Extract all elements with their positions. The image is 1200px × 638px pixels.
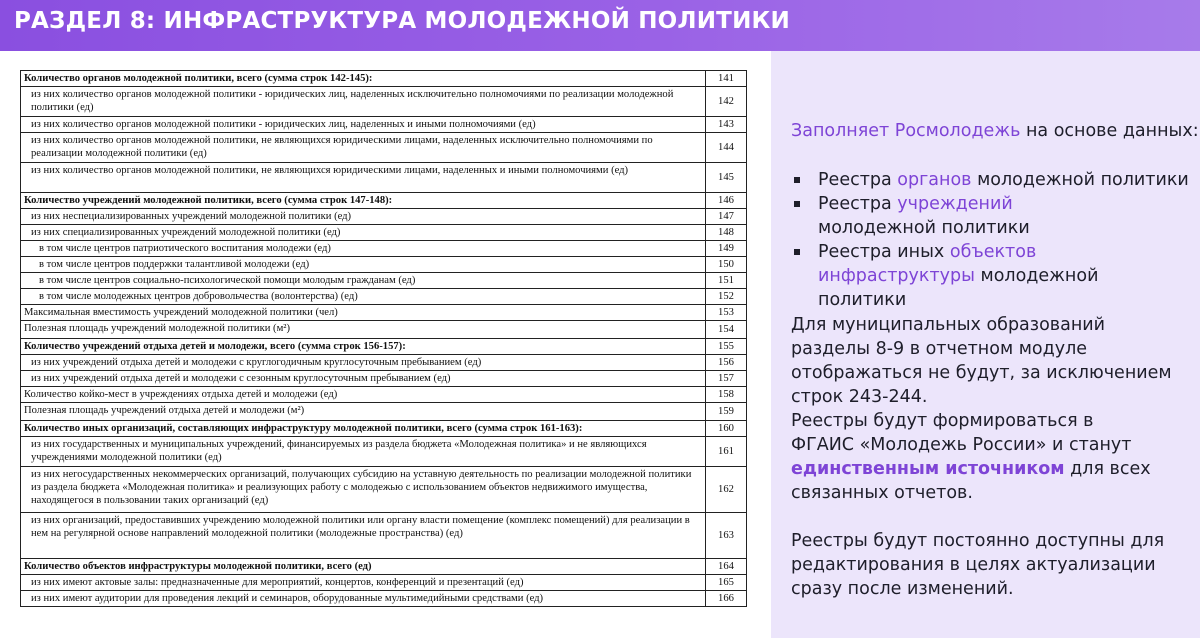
row-label: Полезная площадь учреждений молодежной политики (м²) <box>21 321 706 339</box>
row-code: 144 <box>706 133 747 163</box>
table-row <box>21 87 747 117</box>
table-row <box>21 437 747 467</box>
table-row <box>21 387 747 403</box>
row-label: в том числе центров поддержки талантливой молодежи (ед) <box>21 257 706 273</box>
registry-bullet-objects: Реестра иных объектов инфраструктуры молодежной политики <box>791 240 1188 312</box>
row-label: из них количество органов молодежной политики, не являющихся юридическими лицами, наделенных и иными полномочиями (ед) <box>21 163 706 193</box>
registry-bullet-organs: Реестра органов молодежной политики <box>791 168 1191 192</box>
row-code: 143 <box>706 117 747 133</box>
table-row <box>21 163 747 193</box>
row-code: 142 <box>706 87 747 117</box>
row-code: 151 <box>706 273 747 289</box>
row-label: из них количество органов молодежной политики, не являющихся юридическими лицами, наделенных исключительно полномочиями по реализации молодежной политики (ед) <box>21 133 706 163</box>
row-label: Количество иных организаций, составляющих инфраструктуру молодежной политики, всего (сумма строк 161-163): <box>21 421 706 437</box>
registry-list <box>791 168 1191 312</box>
table-row <box>21 339 747 355</box>
row-label: из них имеют аудитории для проведения лекций и семинаров, оборудованные мультимедийными средствами (ед) <box>21 591 706 607</box>
table-row <box>21 403 747 421</box>
row-label: Количество койко-мест в учреждениях отдыха детей и молодежи (ед) <box>21 387 706 403</box>
row-label: из них количество органов молодежной политики - юридических лиц, наделенных исключительно полномочиями по реализации молодежной политики (ед) <box>21 87 706 117</box>
row-label: из них государственных и муниципальных учреждений, финансируемых из раздела бюджета «Молодежная политика» и не являющихся учреждениями молодежной политики (ед) <box>21 437 706 467</box>
table-row <box>21 71 747 87</box>
row-label: Максимальная вместимость учреждений молодежной политики (чел) <box>21 305 706 321</box>
row-label: Количество объектов инфраструктуры молодежной политики, всего (ед) <box>21 559 706 575</box>
info-panel <box>771 51 1200 638</box>
table-row <box>21 513 747 559</box>
row-code: 150 <box>706 257 747 273</box>
row-label: в том числе центров социально-психологической помощи молодым гражданам (ед) <box>21 273 706 289</box>
row-label: из них учреждений отдыха детей и молодежи с сезонным круглосуточным пребыванием (ед) <box>21 371 706 387</box>
table-row <box>21 289 747 305</box>
row-code: 158 <box>706 387 747 403</box>
table-row <box>21 575 747 591</box>
row-code: 163 <box>706 513 747 559</box>
row-code: 146 <box>706 193 747 209</box>
row-label: из них количество органов молодежной политики - юридических лиц, наделенных и иными полномочиями (ед) <box>21 117 706 133</box>
row-code: 165 <box>706 575 747 591</box>
table-row <box>21 467 747 513</box>
table-row <box>21 273 747 289</box>
row-label: из них организаций, предоставивших учреждению молодежной политики или органу власти помещение (комплекс помещений) для реализации в нем на регулярной основе направлений молодежной политики (молодежные пространства) (ед) <box>21 513 706 559</box>
table-row <box>21 241 747 257</box>
table-row <box>21 321 747 339</box>
table-row <box>21 193 747 209</box>
row-code: 149 <box>706 241 747 257</box>
panel-intro-accent: Заполняет Росмолодежь <box>791 121 1021 141</box>
table-row <box>21 421 747 437</box>
row-label: Количество органов молодежной политики, всего (сумма строк 142-145): <box>21 71 706 87</box>
table-row <box>21 133 747 163</box>
registry-bullet-institutions: Реестра учреждений молодежной политики <box>791 192 1128 240</box>
registry-edit-note: Реестры будут постоянно доступны для редактирования в целях актуализации сразу после изменений. <box>791 531 1165 599</box>
row-code: 154 <box>706 321 747 339</box>
row-code: 162 <box>706 467 747 513</box>
row-label: из них учреждений отдыха детей и молодежи с круглогодичным круглосуточным пребыванием (ед) <box>21 355 706 371</box>
row-code: 152 <box>706 289 747 305</box>
row-code: 161 <box>706 437 747 467</box>
row-code: 160 <box>706 421 747 437</box>
row-label: из них неспециализированных учреждений молодежной политики (ед) <box>21 209 706 225</box>
row-label: из них специализированных учреждений молодежной политики (ед) <box>21 225 706 241</box>
row-label: из них негосударственных некоммерческих организаций, получающих субсидию на уставную деятельность по реализации молодежной политики из раздела бюджета «Молодежная политика» и реализующих работу с молодежью с использованием объектов недвижимого имущества, находящегося в пользовании таких организаций (ед) <box>21 467 706 513</box>
report-table-wrapper <box>20 70 747 607</box>
table-row <box>21 305 747 321</box>
row-code: 166 <box>706 591 747 607</box>
table-row <box>21 209 747 225</box>
row-label: в том числе молодежных центров добровольчества (волонтерства) (ед) <box>21 289 706 305</box>
table-row <box>21 371 747 387</box>
row-code: 159 <box>706 403 747 421</box>
row-code: 147 <box>706 209 747 225</box>
row-label: Количество учреждений отдыха детей и молодежи, всего (сумма строк 156-157): <box>21 339 706 355</box>
municipal-note: Для муниципальных образований разделы 8-9 в отчетном модуле отображаться не будут, за исключением строк 243-244. <box>791 315 1172 407</box>
row-label: Количество учреждений молодежной политики, всего (сумма строк 147-148): <box>21 193 706 209</box>
row-code: 153 <box>706 305 747 321</box>
row-code: 155 <box>706 339 747 355</box>
panel-intro <box>791 119 1199 143</box>
table-row <box>21 257 747 273</box>
section-title: РАЗДЕЛ 8: ИНФРАСТРУКТУРА МОЛОДЕЖНОЙ ПОЛИТИКИ <box>14 8 790 34</box>
table-row <box>21 355 747 371</box>
row-label: Полезная площадь учреждений отдыха детей и молодежи (м²) <box>21 403 706 421</box>
table-row <box>21 117 747 133</box>
row-code: 157 <box>706 371 747 387</box>
table-row <box>21 559 747 575</box>
registry-source-note: Реестры будут формироваться в ФГАИС «Молодежь России» и станут единственным источником для всех связанных отчетов. <box>791 411 1151 503</box>
table-row <box>21 225 747 241</box>
row-code: 145 <box>706 163 747 193</box>
row-code: 164 <box>706 559 747 575</box>
report-table <box>20 70 747 607</box>
row-code: 156 <box>706 355 747 371</box>
row-label: в том числе центров патриотического воспитания молодежи (ед) <box>21 241 706 257</box>
panel-intro-rest: на основе данных: <box>1020 121 1199 141</box>
row-code: 148 <box>706 225 747 241</box>
table-row <box>21 591 747 607</box>
row-code: 141 <box>706 71 747 87</box>
row-label: из них имеют актовые залы: предназначенные для мероприятий, концертов, конференций и презентаций (ед) <box>21 575 706 591</box>
section-header <box>0 0 1200 51</box>
